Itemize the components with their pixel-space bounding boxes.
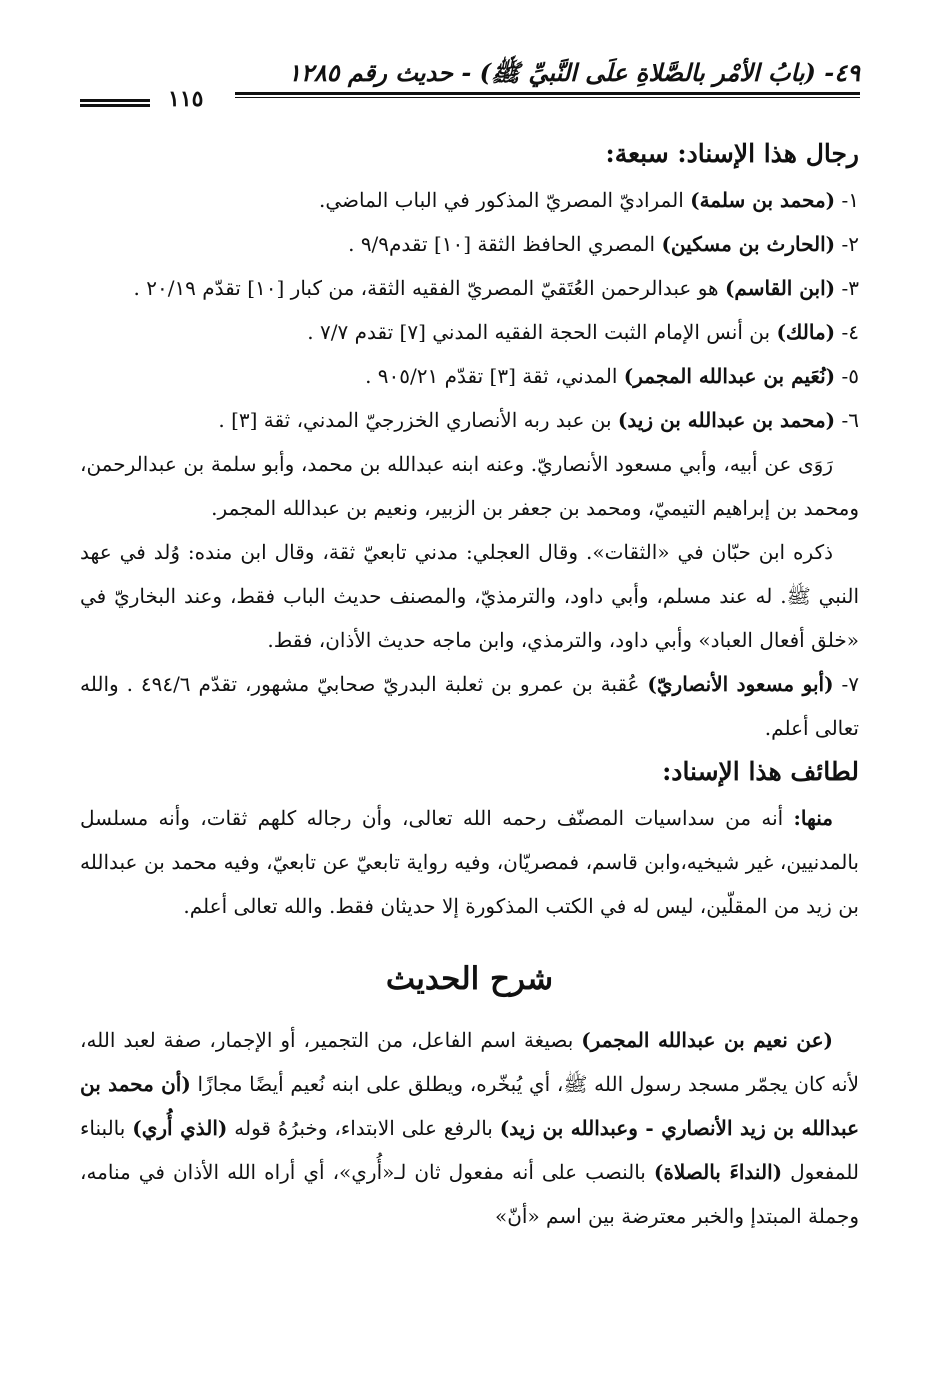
item-number: ٥- bbox=[841, 364, 859, 388]
narrator-item bbox=[80, 266, 859, 310]
narrator-name: (محمد بن عبدالله بن زيد) bbox=[617, 408, 836, 432]
item-number: ٧- bbox=[841, 672, 860, 696]
item-number: ٤- bbox=[841, 320, 859, 344]
narrator-name: (محمد بن سلمة) bbox=[690, 188, 836, 212]
narrator-item bbox=[80, 222, 859, 266]
sharh-text-4: بالنصب على أنه مفعول ثان لـ«أُري»، أي أراه الله الأذان في منامه، وجملة المبتدإ والخبر معترضة بين اسم «أنّ» bbox=[80, 1160, 859, 1228]
narrator-item bbox=[80, 354, 859, 398]
narrator-text: هو عبدالرحمن العُتَقيّ المصريّ الفقيه الثقة، من كبار [١٠] تقدّم ٢٠/١٩ . bbox=[133, 276, 725, 300]
sharh-paragraph bbox=[80, 1018, 859, 1238]
narrator-name: (الحارث بن مسكين) bbox=[661, 232, 836, 256]
narrator-text: بن أنس الإمام الثبت الحجة الفقيه المدني [٧] تقدم ٧/٧ . bbox=[307, 320, 777, 344]
narrator-text: المدني، ثقة [٣] تقدّم ٩٠٥/٢١ . bbox=[365, 364, 624, 388]
lataif-heading: لطائف هذا الإسناد: bbox=[662, 757, 859, 786]
narrator-bio-paragraph-2: ذكره ابن حبّان في «الثقات». وقال العجلي: مدني تابعيّ ثقة، وقال ابن منده: وُلد في عهد النبي ﷺ. له عند مسلم، وأبي داود، والترمذيّ، والمصنف حديث الباب فقط، وعند البخاريّ في «خلق أفعال العباد» وأبي داود، والترمذي، وابن ماجه حديث الأذان، فقط. bbox=[80, 540, 859, 652]
narrator-name: (مالك) bbox=[776, 320, 836, 344]
page-header bbox=[80, 52, 860, 116]
header-rule-thin bbox=[235, 97, 860, 98]
narrator-text: بن عبد ربه الأنصاري الخزرجيّ المدني، ثقة [٣] . bbox=[218, 408, 618, 432]
item-number: ٢- bbox=[841, 232, 859, 256]
page-number-rule bbox=[80, 99, 150, 102]
narrator-name: (ابن القاسم) bbox=[724, 276, 836, 300]
narrator-item bbox=[80, 662, 859, 750]
item-number: ٦- bbox=[841, 408, 859, 432]
narrator-text: المصري الحافظ الثقة [١٠] تقدم٩/٩ . bbox=[348, 232, 662, 256]
sharh-bold-4: (النداءَ بالصلاة) bbox=[653, 1160, 783, 1184]
lataif-paragraph bbox=[80, 796, 859, 928]
narrator-text: المراديّ المصريّ المذكور في الباب الماضي. bbox=[318, 188, 691, 212]
sharh-heading: شرح الحديث bbox=[385, 961, 554, 997]
item-number: ١- bbox=[841, 188, 859, 212]
narrator-item bbox=[80, 310, 859, 354]
sharh-bold-3: (الذي أُري) bbox=[132, 1116, 228, 1140]
narrator-item bbox=[80, 178, 859, 222]
chapter-title: ٤٩- (بابُ الأمْر بالصَّلاةِ علَى النَّبيِّ ﷺ) - حديث رقم ١٢٨٥ bbox=[287, 58, 860, 87]
narrator-item bbox=[80, 398, 859, 442]
narrator-bio-paragraph: رَوَى عن أبيه، وأبي مسعود الأنصاريّ. وعنه ابنه عبدالله بن محمد، وأبو سلمة بن عبدالرحمن، ومحمد بن إبراهيم التيميّ، ومحمد بن جعفر بن الزبير، ونعيم بن عبدالله المجمر. bbox=[80, 452, 859, 520]
page-number: ١١٥ bbox=[168, 86, 204, 112]
sharh-text-1: بصيغة اسم الفاعل، من التجمير، أو الإجمار، صفة لعبد الله، لأنه كان يجمّر مسجد رسول الله ﷺ، أي يُبخّره، ويطلق على ابنه نُعيم أيضًا مجازًا bbox=[80, 1028, 859, 1096]
narrator-name: (نُعَيم بن عبدالله المجمر) bbox=[623, 364, 836, 388]
sharh-bold-1: (عن نعيم بن عبدالله المجمر) bbox=[581, 1028, 834, 1052]
sharh-text-2: بالرفع على الابتداء، وخبرُهُ قوله bbox=[227, 1116, 500, 1140]
sharh-bold-2: (أن محمد بن عبدالله بن زيد الأنصاري - وعبدالله بن زيد) bbox=[80, 1072, 860, 1140]
narrator-name: (أبو مسعود الأنصاريّ) bbox=[647, 672, 834, 696]
sharh-text-3: بالبناء للمفعول bbox=[80, 1116, 860, 1184]
item-number: ٣- bbox=[841, 276, 859, 300]
header-rule bbox=[235, 92, 860, 95]
lataif-text: أنه من سداسيات المصنّف رحمه الله تعالى، وأن رجاله كلهم ثقات، وأنه مسلسل بالمدنيين، غير شيخيه،وابن قاسم، فمصريّان، وفيه رواية تابعيّ عن تابعيّ، وفيه محمد بن عبدالله بن زيد من المقلّين، ليس له في الكتب المذكورة إلا حديثان فقط. والله تعالى أعلم. bbox=[80, 806, 859, 918]
narrator-text: عُقبة بن عمرو بن ثعلبة البدريّ صحابيّ مشهور، تقدّم ٤٩٤/٦ . والله تعالى أعلم. bbox=[80, 672, 859, 740]
page-body bbox=[80, 132, 859, 1238]
lataif-lead: منها: bbox=[793, 806, 833, 830]
rijal-heading: رجال هذا الإسناد: سبعة: bbox=[605, 139, 859, 168]
page-number-rule-2 bbox=[80, 104, 150, 107]
